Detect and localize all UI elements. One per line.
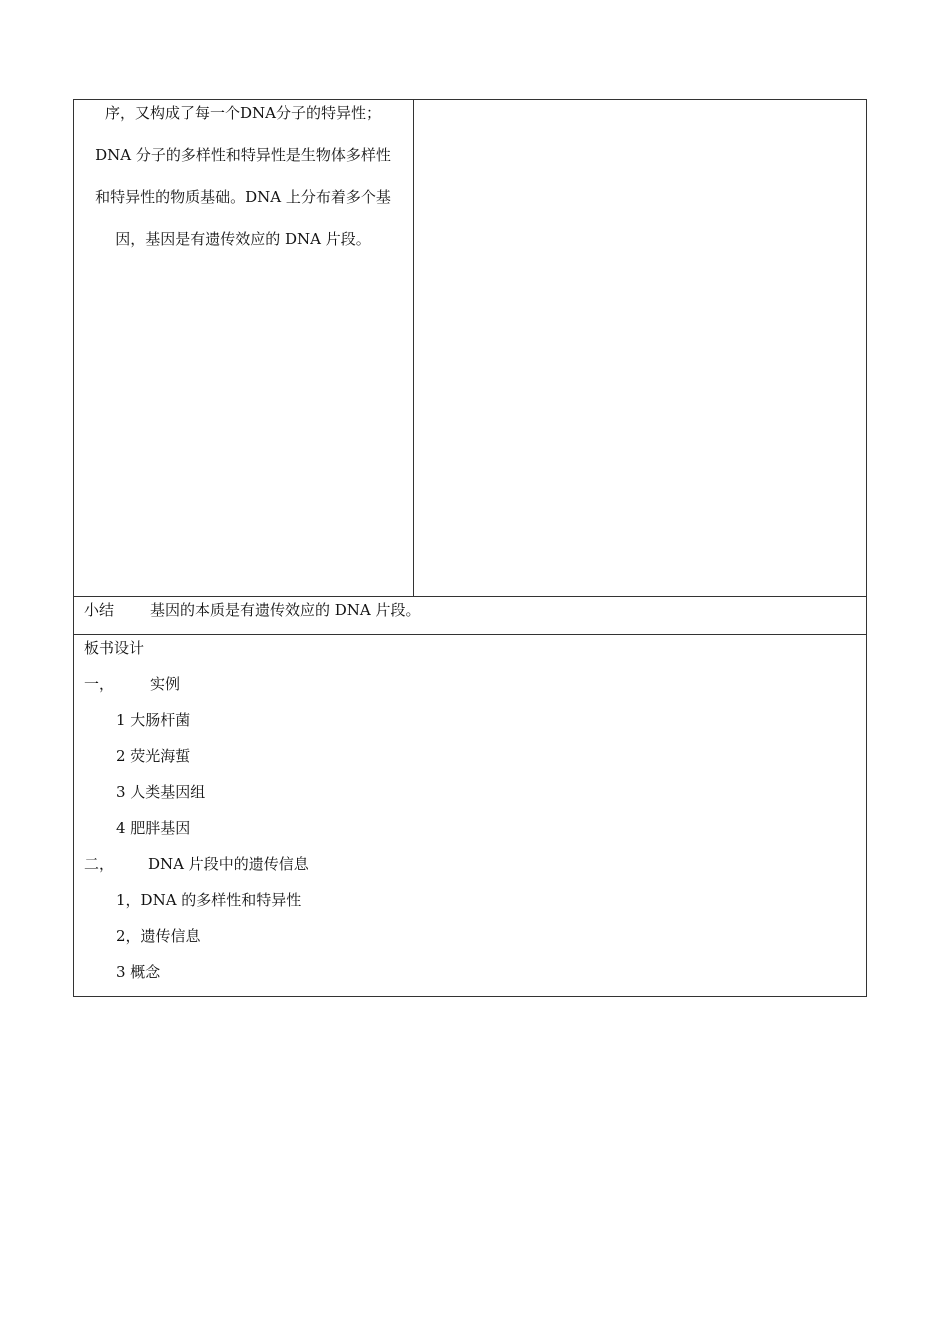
section2-item: 3 概念 bbox=[116, 963, 161, 981]
section1-item: 3 人类基因组 bbox=[116, 783, 206, 801]
content-line-3: 和特异性的物质基础。DNA 上分布着多个基 bbox=[95, 188, 391, 206]
section2-number: 二， bbox=[84, 855, 115, 873]
summary-text: 基因的本质是有遗传效应的 DNA 片段。 bbox=[150, 601, 421, 619]
section1-item: 4 肥胖基因 bbox=[116, 819, 191, 837]
section2-item: 2，遗传信息 bbox=[116, 927, 201, 945]
board-title: 板书设计 bbox=[84, 639, 145, 657]
content-line-2: DNA 分子的多样性和特异性是生物体多样性 bbox=[95, 146, 391, 164]
content-line-1: 序，又构成了每一个DNA分子的特异性； bbox=[105, 104, 381, 122]
content-line-4: 因，基因是有遗传效应的 DNA 片段。 bbox=[115, 230, 371, 248]
row-divider-summary bbox=[73, 596, 867, 597]
row-divider-board bbox=[73, 634, 867, 635]
section2-item: 1，DNA 的多样性和特异性 bbox=[116, 891, 302, 909]
content-cell-right bbox=[414, 100, 866, 596]
section1-title: 实例 bbox=[150, 675, 181, 693]
summary-label: 小结 bbox=[84, 601, 115, 619]
section2-title: DNA 片段中的遗传信息 bbox=[148, 855, 309, 873]
section1-item: 2 荧光海蜇 bbox=[116, 747, 191, 765]
section1-number: 一， bbox=[84, 675, 115, 693]
section1-item: 1 大肠杆菌 bbox=[116, 711, 191, 729]
